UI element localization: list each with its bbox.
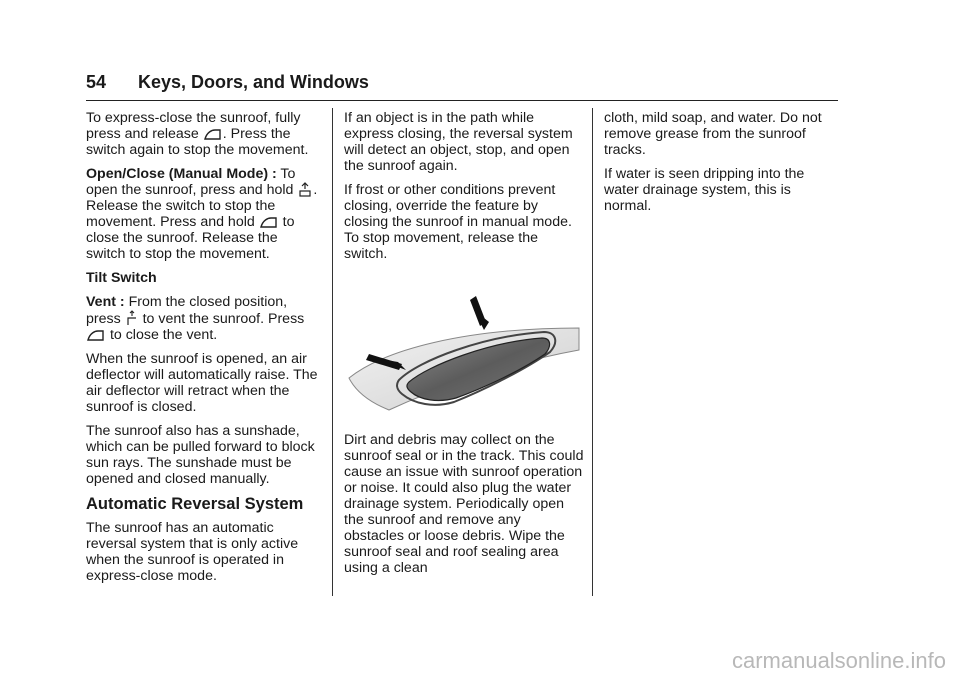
frost-paragraph: If frost or other conditions prevent closing, override the feature by closing the sunroof in manual mode. To stop movement, release the switch. <box>344 182 572 262</box>
sunshade-paragraph: The sunroof also has a sunshade, which can be pulled forward to block sun rays. The sunshade must be opened and closed manually. <box>86 423 315 487</box>
open-close-label: Open/Close (Manual Mode) : <box>86 166 277 182</box>
open-close-paragraph: Open/Close (Manual Mode) : To open the sunroof, press and hold . Release the switch to stop the movement. Press and hold to close the sunroof. Release the switch to stop the movement. <box>86 166 318 262</box>
cloth-paragraph: cloth, mild soap, and water. Do not remove grease from the sunroof tracks. <box>604 110 822 158</box>
column-2 <box>344 110 584 584</box>
watermark: carmanualsonline.info <box>731 648 946 673</box>
vent-paragraph: Vent : From the closed position, press to vent the sunroof. Press to close the vent. <box>86 294 305 343</box>
sunroof-open-icon <box>298 182 312 197</box>
object-paragraph: If an object is in the path while express closing, the reversal system will detect an object, stop, and open the sunroof again. <box>344 110 573 174</box>
sunroof-close-icon <box>204 128 222 141</box>
vent-label: Vent : <box>86 294 125 310</box>
deflector-paragraph: When the sunroof is opened, an air deflector will automatically raise. The air deflector will retract when the sunroof is closed. <box>86 351 318 415</box>
sunroof-close-icon <box>260 216 278 229</box>
dirt-paragraph: Dirt and debris may collect on the sunroof seal or in the track. This could cause an issue with sunroof operation or noise. It could also plug the water drainage system. Periodically open the sunroof and remove any obstacles or loose debris. Wipe the sunroof seal and roof sealing area using a clean <box>344 432 584 576</box>
page-header <box>86 70 838 101</box>
page-number: 54 <box>86 72 107 92</box>
sunroof-close-icon <box>87 329 105 342</box>
reversal-heading: Automatic Reversal System <box>86 495 304 513</box>
column-3 <box>604 110 840 222</box>
sunroof-seal-illustration <box>344 270 584 420</box>
reversal-paragraph: The sunroof has an automatic reversal system that is only active when the sunroof is operated in express-close mode. <box>86 520 299 584</box>
column-1 <box>86 110 320 592</box>
column-divider-1 <box>332 108 333 596</box>
water-paragraph: If water is seen dripping into the water drainage system, this is normal. <box>604 166 805 214</box>
tilt-switch-heading: Tilt Switch <box>86 270 157 286</box>
express-close-paragraph: To express-close the sunroof, fully press and release . Press the switch again to stop the movement. <box>86 110 309 158</box>
sunroof-vent-icon <box>126 310 138 326</box>
column-divider-2 <box>592 108 593 596</box>
chapter-title: Keys, Doors, and Windows <box>138 72 369 92</box>
